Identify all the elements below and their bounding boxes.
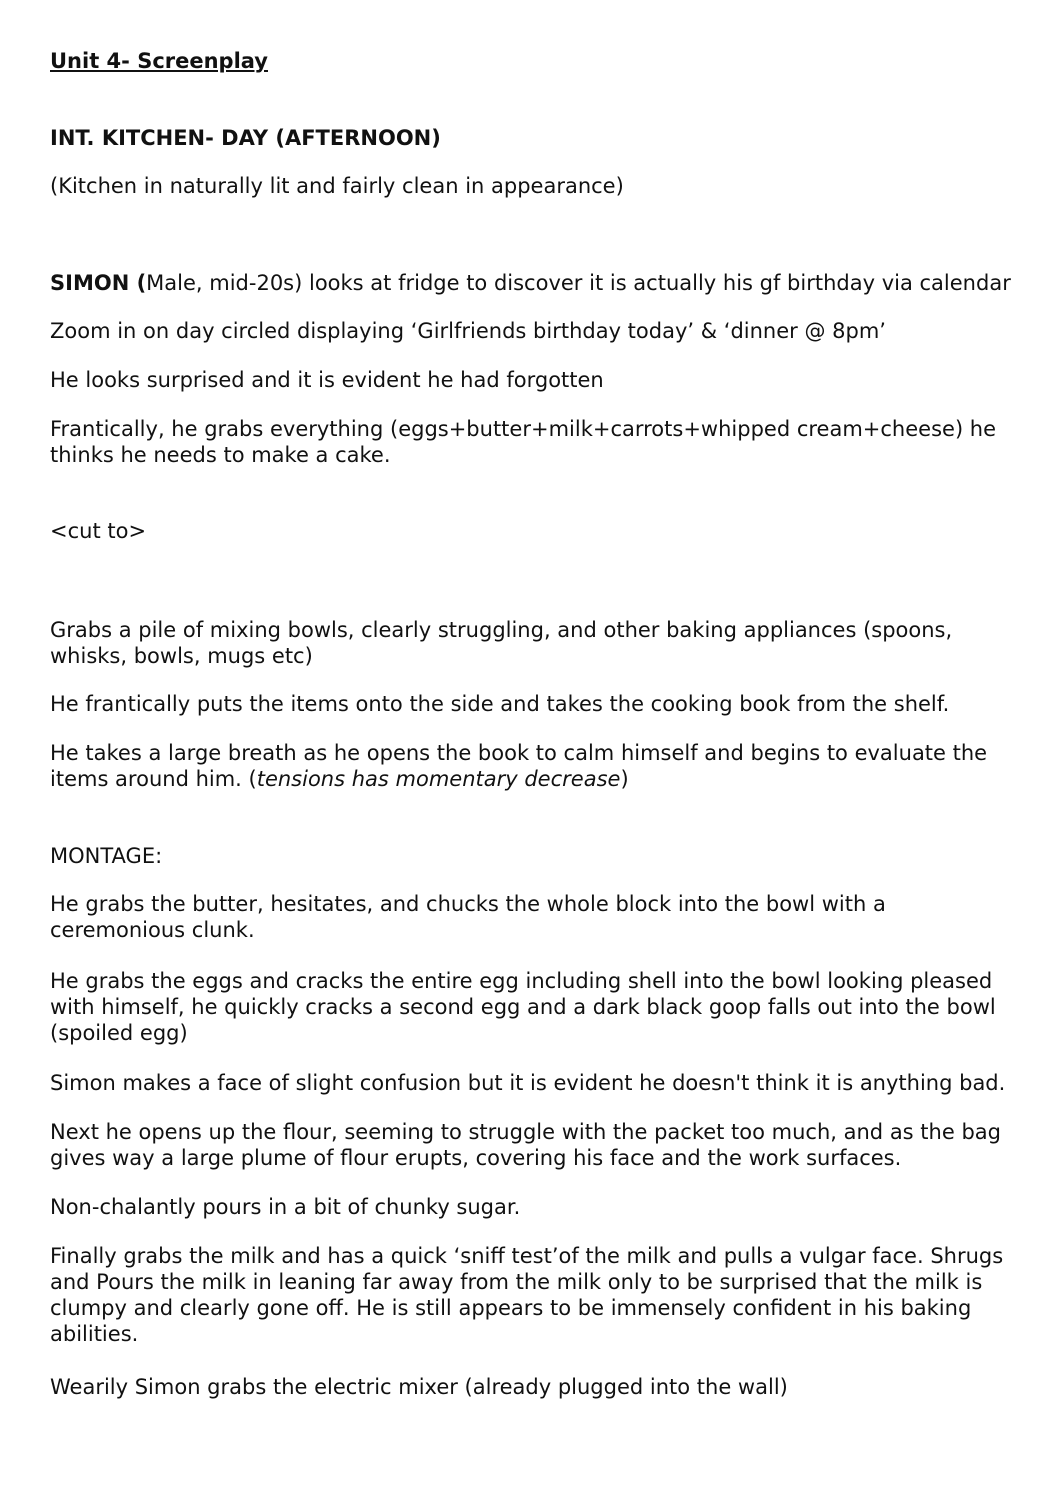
mixer-line: Wearily Simon grabs the electric mixer (already plugged into the wall) xyxy=(50,1375,788,1399)
bowls-line: Grabs a pile of mixing bowls, clearly struggling, and other baking appliances (spoons, whisks, bowls, mugs etc) xyxy=(50,618,953,668)
surprised-line: He looks surprised and it is evident he had forgotten xyxy=(50,368,604,392)
zoom-line: Zoom in on day circled displaying ‘Girlfriends birthday today’ & ‘dinner @ 8pm’ xyxy=(50,319,886,343)
butter-line: He grabs the butter, hesitates, and chucks the whole block into the bowl with a ceremonious clunk. xyxy=(50,892,886,942)
document-title: Unit 4- Screenplay xyxy=(50,49,268,73)
breath-italic-note: tensions has momentary decrease xyxy=(256,767,621,791)
sugar-line: Non-chalantly pours in a bit of chunky sugar. xyxy=(50,1195,521,1219)
montage-heading: MONTAGE: xyxy=(50,844,163,868)
frantic-line: Frantically, he grabs everything (eggs+butter+milk+carrots+whipped cream+cheese) he thinks he needs to make a cake. xyxy=(50,417,997,467)
scene-description: (Kitchen in naturally lit and fairly clean in appearance) xyxy=(50,174,624,198)
confusion-line: Simon makes a face of slight confusion but it is evident he doesn't think it is anything bad. xyxy=(50,1071,1006,1095)
simon-intro-line xyxy=(50,270,1015,296)
puts-items-line: He frantically puts the items onto the side and takes the cooking book from the shelf. xyxy=(50,692,950,716)
scene-heading: INT. KITCHEN- DAY (AFTERNOON) xyxy=(50,126,441,150)
eggs-line: He grabs the eggs and cracks the entire egg including shell into the bowl looking pleased with himself, he quickly cracks a second egg and a dark black goop falls out into the bowl (spoiled egg) xyxy=(50,969,996,1045)
flour-line: Next he opens up the flour, seeming to struggle with the packet too much, and as the bag gives way a large plume of flour erupts, covering his face and the work surfaces. xyxy=(50,1120,1001,1170)
simon-intro-text: Male, mid-20s) looks at fridge to discover it is actually his gf birthday via calendar xyxy=(146,271,1011,295)
breath-close: ) xyxy=(620,767,629,791)
breath-line xyxy=(50,740,1015,792)
milk-line: Finally grabs the milk and has a quick ‘sniff test’of the milk and pulls a vulgar face. Shrugs and Pours the milk in leaning far away from the milk only to be surprised that the milk is clumpy and clearly gone off. He is still appears to be immensely confident in his baking abilities. xyxy=(50,1244,1004,1346)
breath-text: He takes a large breath as he opens the book to calm himself and begins to evaluate the items around him. ( xyxy=(50,741,988,791)
character-name-simon: SIMON ( xyxy=(50,271,147,295)
cut-to-transition: <cut to> xyxy=(50,519,147,543)
